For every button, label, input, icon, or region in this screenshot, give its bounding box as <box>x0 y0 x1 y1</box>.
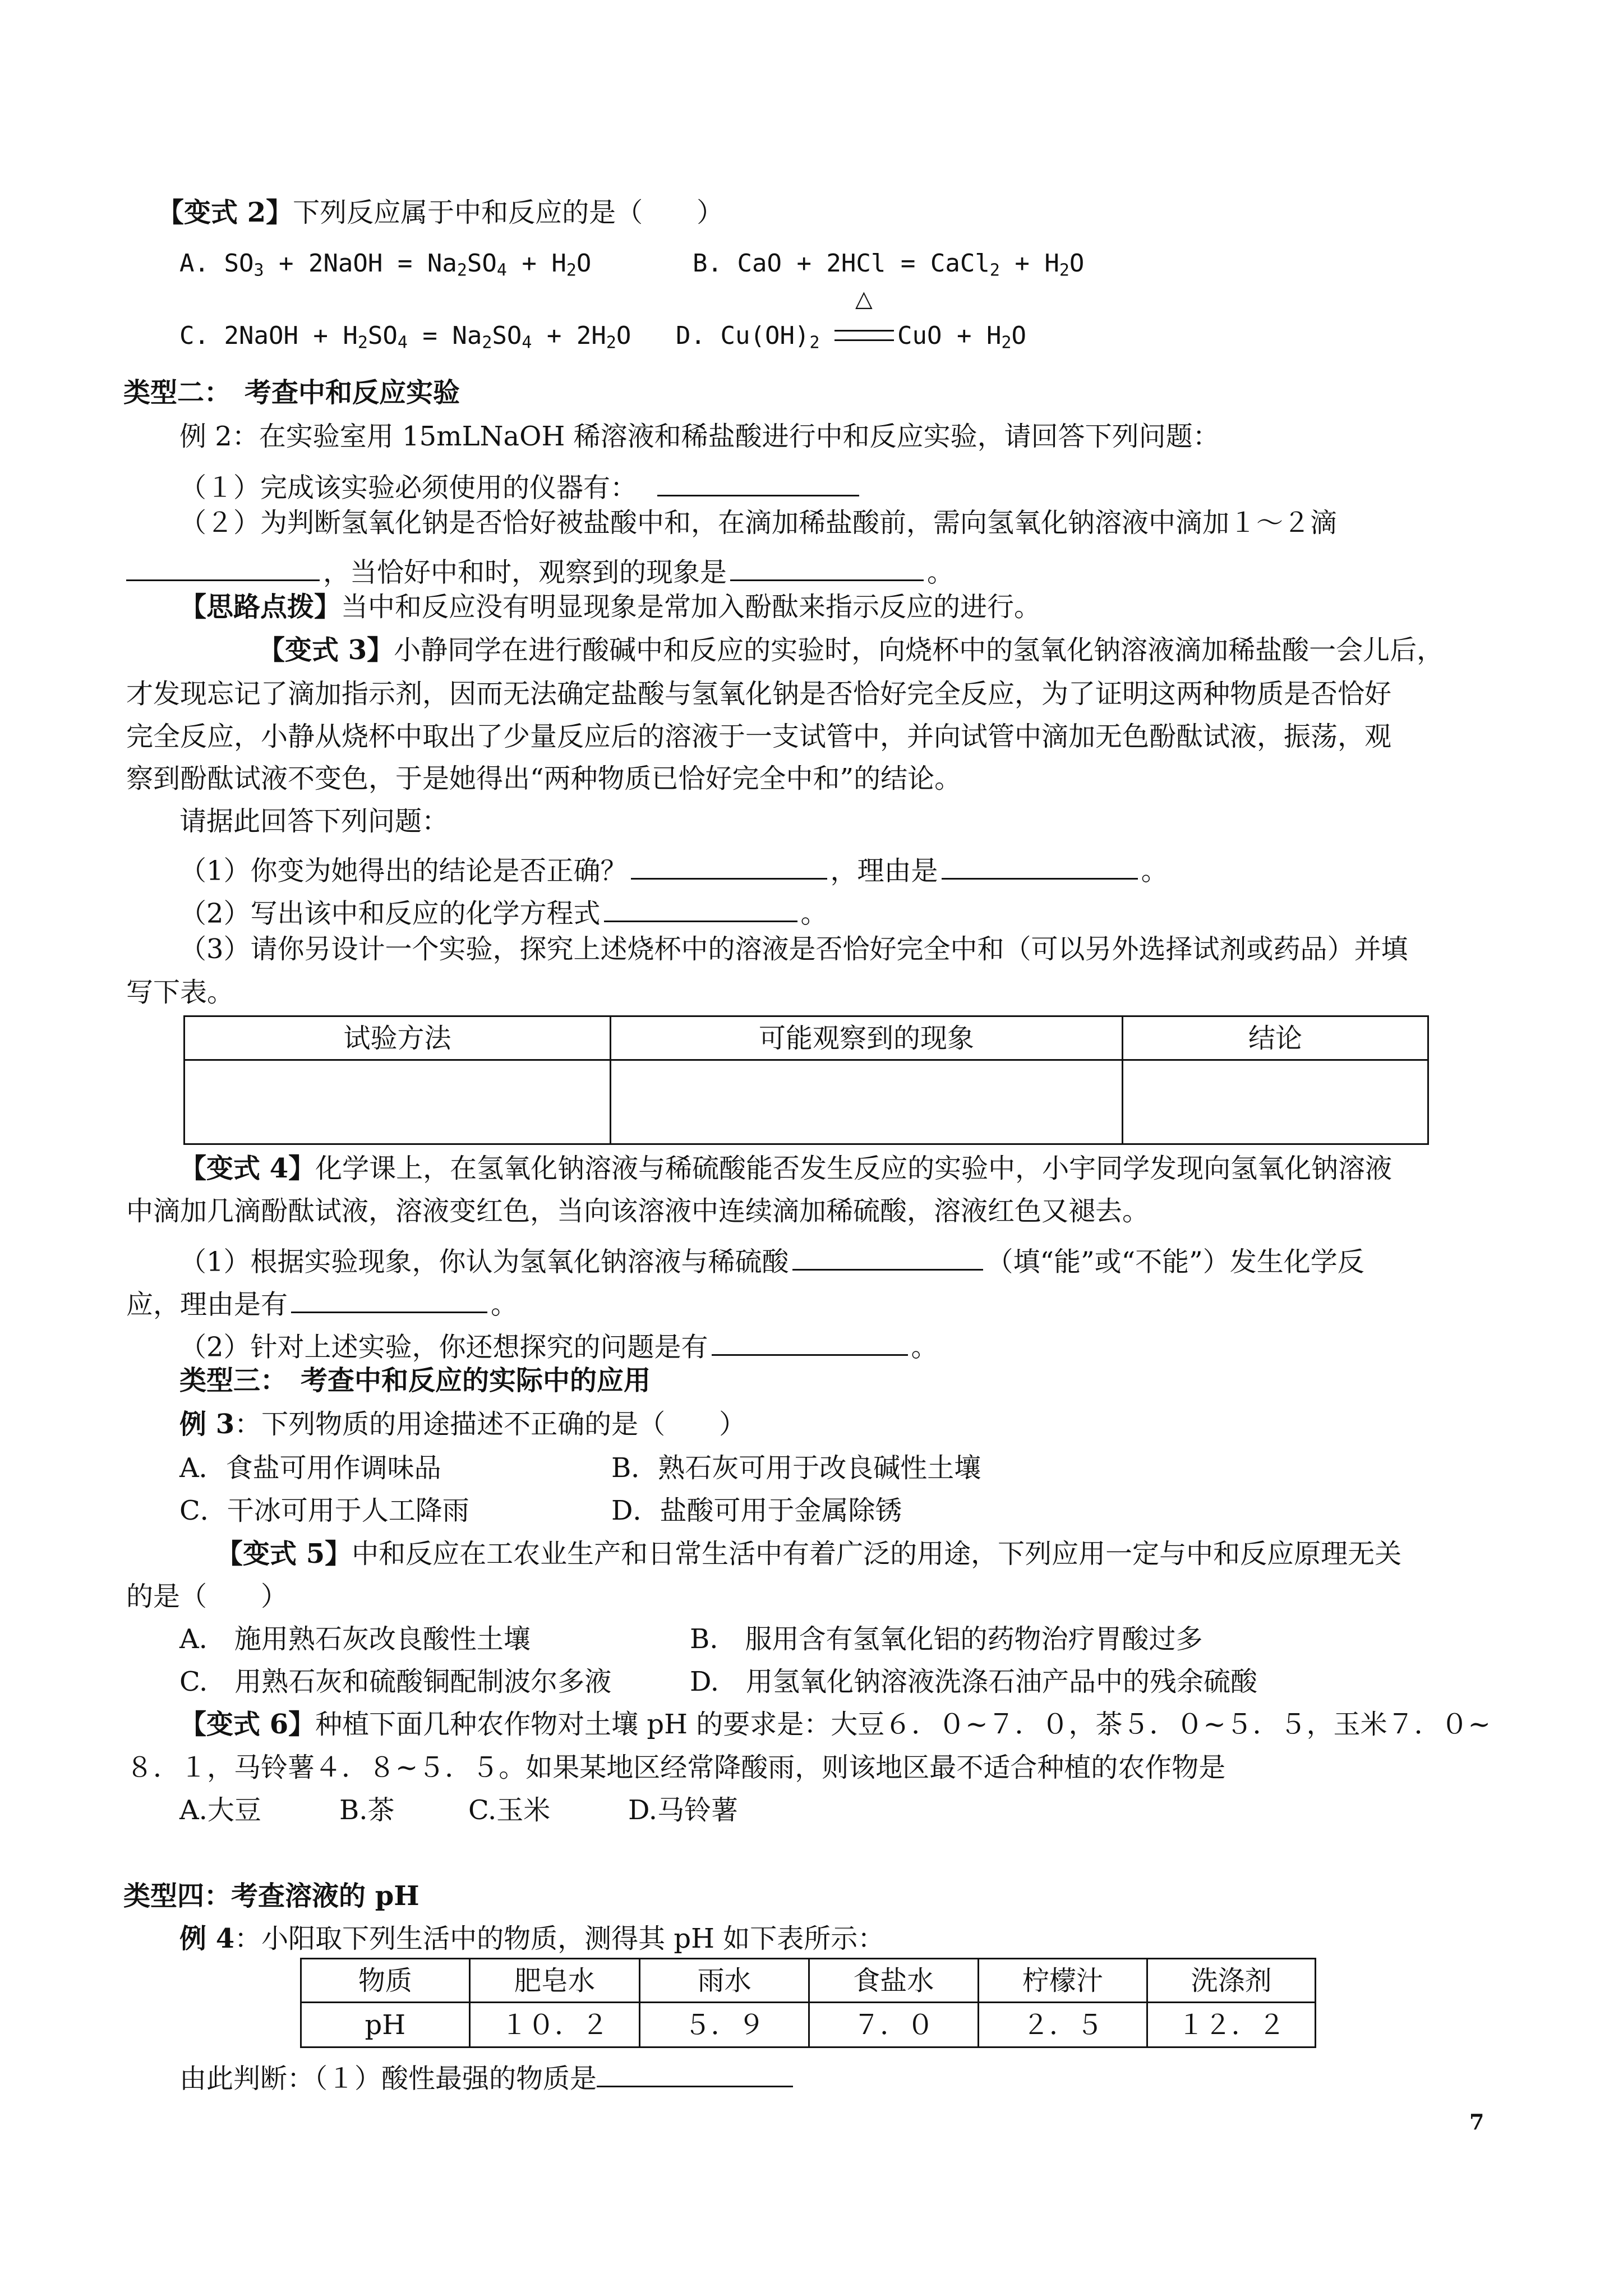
variant6-line1: 【变式 6】种植下面几种农作物对土壤 pH 的要求是：大豆６．０~７．０，茶５．０~５．５，玉米７．０~ <box>179 1709 1491 1740</box>
variant6-option-c: C.玉米 <box>468 1795 551 1826</box>
variant4-title: 【变式 4】 <box>179 1153 316 1184</box>
option-a-equation: A. $SO_3$ + 2NaOH = $Na_2SO_4 + H_2O$ <box>179 249 592 280</box>
table-header-row <box>185 1016 1428 1060</box>
answer-blank <box>291 1283 487 1313</box>
table-row <box>301 2003 1316 2047</box>
tip-label: 【思路点拨】 <box>179 591 342 623</box>
variant2-title: 【变式 2】 <box>157 197 293 228</box>
table-header-cell: 可能观察到的现象 <box>611 1016 1123 1060</box>
variant3-title: 【变式 3】 <box>258 634 394 666</box>
experiment-design-table <box>183 1015 1429 1145</box>
table-cell: pH <box>301 2003 470 2047</box>
variant4-line1: 【变式 4】化学课上，在氢氧化钠溶液与稀硫酸能否发生反应的实验中，小宇同学发现向氢氧化钠溶液 <box>179 1153 1393 1184</box>
table-row <box>185 1060 1428 1144</box>
variant4-q1-line2: 应，理由是有 。 <box>126 1283 518 1318</box>
option-d-equation-right: CuO + $H_2O$ <box>897 321 1026 353</box>
variant3-line4: 察到酚酞试液不变色，于是她得出“两种物质已恰好完全中和”的结论。 <box>126 763 962 794</box>
option-d-equation-left: D. $Cu(OH)_2$ <box>676 321 820 353</box>
variant4-q2: （2）针对上述实验，你还想探究的问题是有 。 <box>179 1326 938 1360</box>
variant6-title: 【变式 6】 <box>179 1709 316 1740</box>
example2-q1: （１）完成该实验必须使用的仪器有： <box>179 467 863 501</box>
answer-blank <box>631 850 827 880</box>
table-header-cell: 物质 <box>301 1959 470 2003</box>
variant6-option-d: D.马铃薯 <box>628 1795 739 1826</box>
variant3-line2: 才发现忘记了滴加指示剂，因而无法确定盐酸与氢氧化钠是否恰好完全反应，为了证明这两种物质是否恰好 <box>126 678 1392 710</box>
example2-stem: 例 2：在实验室用 15mLNaOH 稀溶液和稀盐酸进行中和反应实验，请回答下列问题： <box>179 421 1220 452</box>
variant5-line2: 的是（ ） <box>126 1581 288 1612</box>
table-cell-empty[interactable] <box>1123 1060 1428 1144</box>
variant5-line1: 【变式 5】中和反应在工农业生产和日常生活中有着广泛的用途，下列应用一定与中和反应原理无关 <box>216 1538 1402 1570</box>
table-header-cell: 结论 <box>1123 1016 1428 1060</box>
answer-blank <box>604 892 797 922</box>
table-header-cell: 雨水 <box>640 1959 809 2003</box>
type2-heading: 类型二： 考查中和反应实验 <box>123 377 460 408</box>
variant3-line3: 完全反应，小静从烧杯中取出了少量反应后的溶液于一支试管中，并向试管中滴加无色酚酞试液，振荡，观 <box>126 721 1392 752</box>
table-header-row <box>301 1959 1316 2003</box>
answer-blank <box>792 1241 983 1271</box>
answer-blank <box>730 551 924 581</box>
table-header-cell: 肥皂水 <box>469 1959 640 2003</box>
table-header-cell: 试验方法 <box>185 1016 611 1060</box>
example3-option-d: D．盐酸可用于金属除锈 <box>611 1495 902 1526</box>
example3-stem: 例 3：下列物质的用途描述不正确的是（ ） <box>179 1409 746 1440</box>
variant3-q2: （2）写出该中和反应的化学方程式 。 <box>179 892 828 927</box>
table-header-cell: 洗涤剂 <box>1147 1959 1316 2003</box>
variant5-title: 【变式 5】 <box>216 1538 352 1570</box>
equation-double-line <box>834 330 894 341</box>
page-number: 7 <box>1469 2109 1484 2134</box>
table-cell: ２．５ <box>978 2003 1147 2047</box>
example3-option-b: B．熟石灰可用于改良碱性土壤 <box>611 1452 981 1484</box>
table-cell-empty[interactable] <box>611 1060 1123 1144</box>
table-cell: １０．２ <box>469 2003 640 2047</box>
example4-q1: 由此判断：（１）酸性最强的物质是 <box>179 2058 796 2092</box>
table-cell: １２．２ <box>1147 2003 1316 2047</box>
table-cell: ５．９ <box>640 2003 809 2047</box>
answer-blank <box>657 467 859 496</box>
answer-blank <box>126 551 320 581</box>
variant5-option-d: D. 用氢氧化钠溶液洗涤石油产品中的残余硫酸 <box>690 1666 1258 1697</box>
answer-blank <box>597 2058 793 2087</box>
variant5-option-b: B. 服用含有氢氧化铝的药物治疗胃酸过多 <box>690 1623 1203 1655</box>
variant3-q1: （1）你变为她得出的结论是否正确？ ，理由是 。 <box>179 850 1168 884</box>
variant3-prompt: 请据此回答下列问题： <box>179 806 449 837</box>
variant4-line2: 中滴加几滴酚酞试液，溶液变红色，当向该溶液中连续滴加稀硫酸，溶液红色又褪去。 <box>126 1195 1150 1227</box>
variant3-q3-line2: 写下表。 <box>126 977 234 1008</box>
variant4-q1-line1: （1）根据实验现象，你认为氢氧化钠溶液与稀硫酸 （填“能”或“不能”）发生化学反 <box>179 1241 1364 1275</box>
option-b-equation: B. CaO + 2HCl = CaCl$_2$ + $H_2O$ <box>693 249 1085 280</box>
variant6-option-a: A.大豆 <box>179 1795 261 1826</box>
variant6-option-b: B.茶 <box>339 1795 395 1826</box>
variant5-option-c: C. 用熟石灰和硫酸铜配制波尔多液 <box>179 1666 612 1697</box>
answer-blank <box>712 1326 908 1356</box>
variant6-line2: ８．１，马铃薯４．８~５．５。如果某地区经常降酸雨，则该地区最不适合种植的农作物是 <box>126 1752 1226 1783</box>
variant3-line1: 【变式 3】小静同学在进行酸碱中和反应的实验时，向烧杯中的氢氧化钠溶液滴加稀盐酸一会儿后， <box>258 634 1444 666</box>
example2-q2-line1: （２）为判断氢氧化钠是否恰好被盐酸中和，在滴加稀盐酸前，需向氢氧化钠溶液中滴加１～２滴 <box>179 507 1338 539</box>
type4-heading: 类型四：考查溶液的 pH <box>123 1880 419 1912</box>
table-header-cell: 柠檬汁 <box>978 1959 1147 2003</box>
answer-blank <box>942 850 1138 880</box>
example4-stem: 例 4：小阳取下列生活中的物质，测得其 pH 如下表所示： <box>179 1923 885 1954</box>
example2-q2-line2: ，当恰好中和时，观察到的现象是 。 <box>126 551 954 586</box>
example3-option-c: C．干冰可用于人工降雨 <box>179 1495 469 1526</box>
ph-table <box>300 1958 1316 2048</box>
variant5-option-a: A. 施用熟石灰改良酸性土壤 <box>179 1623 531 1655</box>
variant2-stem: 【变式 2】下列反应属于中和反应的是（ ） <box>157 197 724 228</box>
table-cell: ７．０ <box>809 2003 978 2047</box>
heat-condition-symbol: △ <box>855 286 873 312</box>
type3-heading: 类型三： 考查中和反应的实际中的应用 <box>179 1365 651 1396</box>
table-cell-empty[interactable] <box>185 1060 611 1144</box>
variant3-q3-line1: （3）请你另设计一个实验，探究上述烧杯中的溶液是否恰好完全中和（可以另外选择试剂或药品）并填 <box>179 933 1408 965</box>
tip-line: 【思路点拨】当中和反应没有明显现象是常加入酚酞来指示反应的进行。 <box>179 591 1041 623</box>
table-header-cell: 食盐水 <box>809 1959 978 2003</box>
option-c-equation: C. 2NaOH + $H_2SO_4 = Na_2SO_4 + 2H_2O$ <box>179 321 631 353</box>
example3-option-a: A．食盐可用作调味品 <box>179 1452 441 1484</box>
